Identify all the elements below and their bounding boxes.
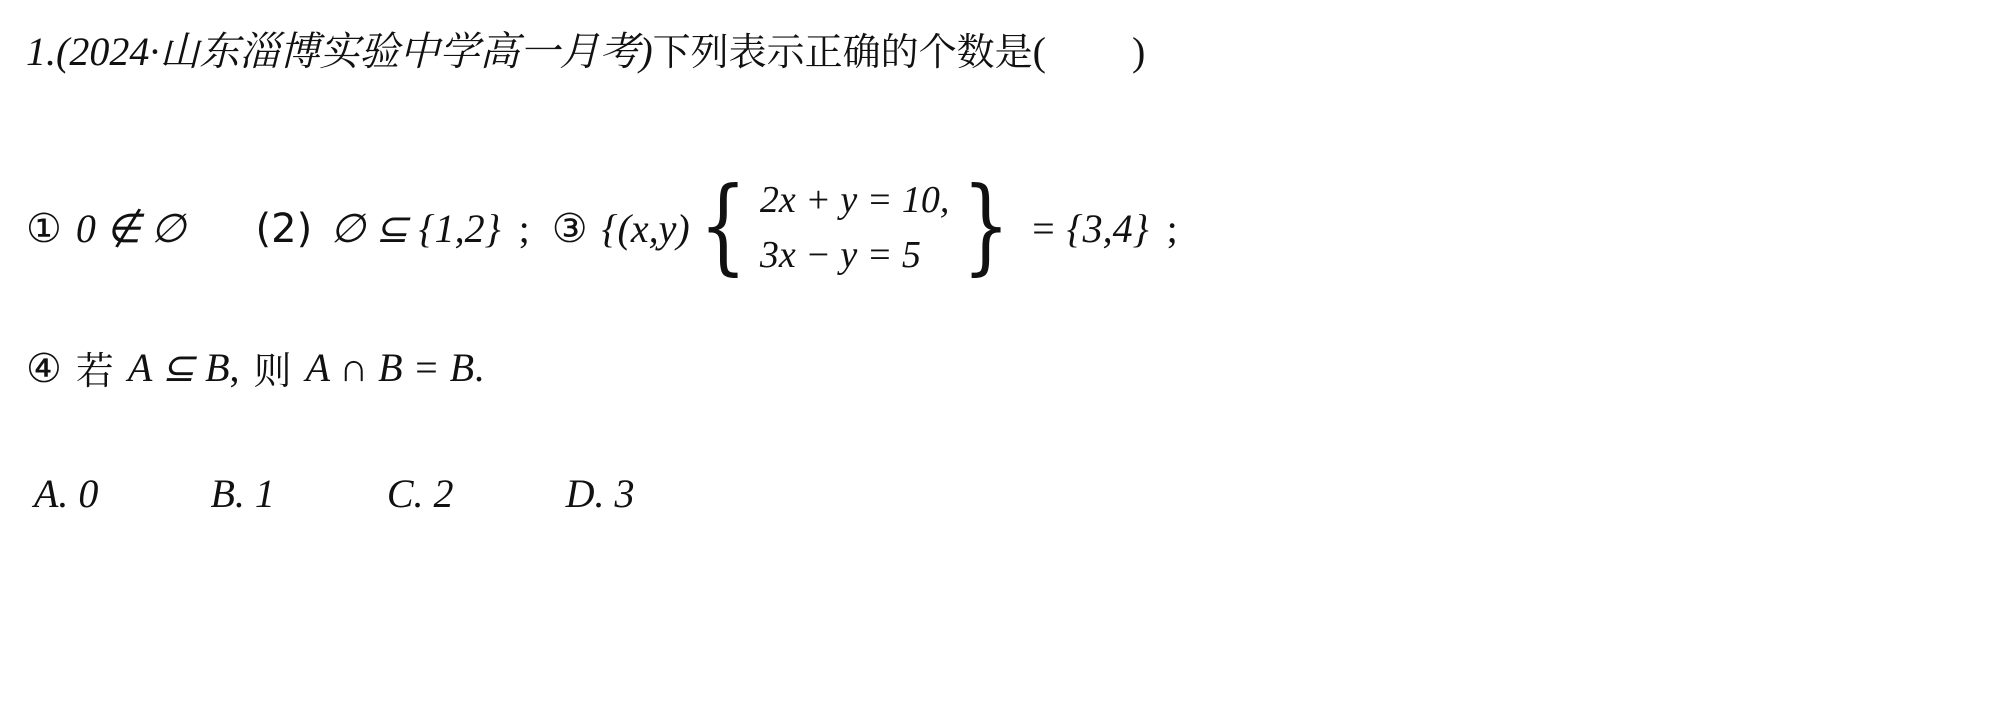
items-line-two: [26, 340, 484, 395]
item-terminator-4: .: [474, 345, 485, 390]
item-text-1: 0 ∉ ∅: [75, 205, 186, 251]
answer-paren-open: (: [1032, 29, 1046, 74]
choice-d[interactable]: D. 3: [565, 471, 635, 516]
item-terminator-3: ;: [1166, 205, 1178, 251]
item-marker-4: ④: [26, 345, 62, 392]
equation-system: [756, 173, 954, 283]
question-stem-text: 下列表示正确的个数是: [652, 30, 1033, 74]
system-left-brace: {: [698, 164, 747, 287]
choice-list: [34, 470, 634, 517]
item-marker-3: ③: [551, 206, 588, 252]
item-marker-2: (2): [255, 206, 313, 252]
question-number: 1.: [26, 29, 56, 74]
question-source: (2024·山东淄博实验中学高一月考): [56, 29, 653, 74]
answer-paren-close: ): [1131, 29, 1146, 74]
item-4-conclusion: A ∩ B = B: [305, 345, 475, 390]
system-right-brace: }: [962, 164, 1011, 287]
item-text-2: ∅ ⊆ {1,2}: [330, 205, 501, 251]
items-line-one: [26, 164, 1178, 288]
set-builder-expression: [601, 164, 1178, 287]
choice-b[interactable]: B. 1: [210, 471, 275, 516]
equation-row-2: 3x − y = 5: [759, 234, 921, 276]
item-4-lead: 若: [75, 349, 114, 393]
item-4-condition: A ⊆ B: [127, 345, 230, 390]
item-4-comma: ,: [229, 345, 240, 390]
question-stem-line: [26, 28, 1145, 76]
choice-c[interactable]: C. 2: [386, 471, 454, 516]
choice-a[interactable]: A. 0: [34, 471, 99, 516]
item-4-then: 则: [253, 349, 292, 393]
set-builder-suffix: = {3,4}: [1029, 205, 1149, 251]
item-marker-1: ①: [26, 206, 62, 252]
item-terminator-2: ;: [518, 205, 530, 251]
equation-row-1: 2x + y = 10,: [759, 178, 950, 221]
set-builder-prefix: {(x,y): [601, 205, 690, 251]
